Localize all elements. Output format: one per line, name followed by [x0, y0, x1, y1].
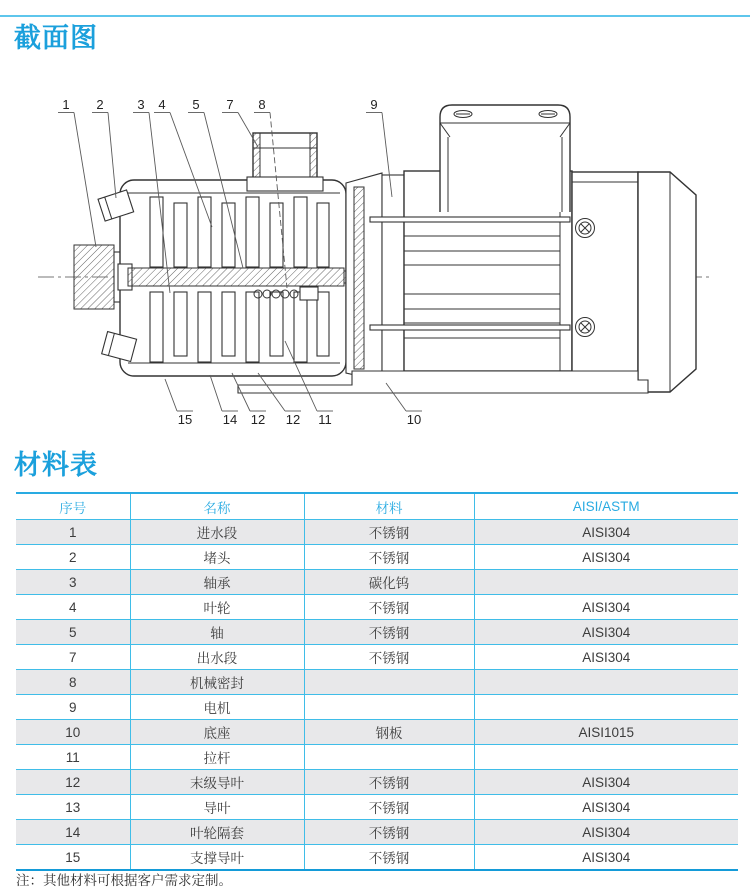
table-cell: 15 [65, 849, 81, 865]
callout-label: 3 [137, 97, 145, 112]
table-cell: 不锈钢 [304, 795, 474, 820]
table-row [16, 845, 738, 871]
callout-label: 4 [158, 97, 166, 112]
column-header-name: 名称 [130, 493, 304, 520]
column-header-aisi-astm: AISI/ASTM [474, 493, 738, 520]
table-cell: 14 [65, 824, 81, 840]
table-cell: 拉杆 [130, 745, 304, 770]
table-cell: 2 [68, 549, 77, 565]
table-cell: 9 [68, 699, 77, 715]
table-row [16, 770, 738, 795]
table-cell: 叶轮隔套 [130, 820, 304, 845]
table-row [16, 695, 738, 720]
table-row [16, 820, 738, 845]
table-row [16, 620, 738, 645]
footnote: 注：其他材料可根据客户需求定制。 [16, 873, 232, 888]
table-cell: 13 [65, 799, 81, 815]
table-cell [474, 745, 738, 770]
section-title-materials: 材料表 [14, 450, 98, 480]
table-header-row [16, 493, 738, 520]
table-cell: 轴承 [130, 570, 304, 595]
table-cell: AISI304 [474, 845, 738, 871]
table-row [16, 545, 738, 570]
table-cell: 不锈钢 [304, 520, 474, 545]
callout-label: 5 [192, 97, 200, 112]
callout-leader [238, 113, 258, 148]
callout-label: 11 [318, 412, 332, 427]
motor-adapter [346, 173, 404, 381]
callout-leader [165, 379, 177, 411]
tie-rod-bottom [370, 325, 570, 330]
table-cell: 底座 [130, 720, 304, 745]
callout-label: 12 [285, 412, 301, 427]
table-cell: AISI304 [474, 595, 738, 620]
table-cell: AISI304 [474, 820, 738, 845]
table-cell: AISI304 [474, 645, 738, 670]
callout-label: 8 [258, 97, 266, 112]
table-cell [474, 570, 738, 595]
callout-leader [108, 113, 116, 199]
table-row [16, 670, 738, 695]
table-cell: 3 [68, 574, 77, 590]
callout-label: 12 [250, 412, 266, 427]
top-rule [0, 15, 750, 17]
table-cell: 不锈钢 [304, 545, 474, 570]
table-cell: 不锈钢 [304, 645, 474, 670]
table-cell: AISI1015 [474, 720, 738, 745]
fan-cover [572, 172, 696, 392]
pump-cross-section-diagram [0, 85, 750, 447]
table-cell: 不锈钢 [304, 595, 474, 620]
table-cell: 不锈钢 [304, 845, 474, 871]
table-cell: 出水段 [130, 645, 304, 670]
table-row [16, 645, 738, 670]
table-cell: 12 [65, 774, 81, 790]
callout-leader [74, 113, 96, 248]
table-cell: 1 [68, 524, 77, 540]
table-cell [304, 745, 474, 770]
table-cell: 不锈钢 [304, 820, 474, 845]
callout-label: 9 [370, 97, 378, 112]
table-cell [304, 670, 474, 695]
terminal-box [440, 105, 570, 212]
table-cell: 支撑导叶 [130, 845, 304, 871]
table-cell: AISI304 [474, 620, 738, 645]
callout-leader [210, 375, 222, 411]
table-cell: 11 [65, 749, 80, 765]
table-cell: AISI304 [474, 520, 738, 545]
table-cell: 进水段 [130, 520, 304, 545]
section-title-cross-section: 截面图 [14, 23, 98, 53]
table-cell: AISI304 [474, 770, 738, 795]
discharge-port [247, 133, 323, 191]
table-cell: 机械密封 [130, 670, 304, 695]
table-cell: 不锈钢 [304, 620, 474, 645]
table-cell: 4 [68, 599, 77, 615]
table-cell: 7 [68, 649, 77, 665]
tie-rod-top [370, 217, 570, 222]
callout-label: 15 [177, 412, 193, 427]
table-row [16, 795, 738, 820]
table-cell: 堵头 [130, 545, 304, 570]
table-cell: 电机 [130, 695, 304, 720]
table-cell: 8 [68, 674, 77, 690]
table-cell: 导叶 [130, 795, 304, 820]
table-cell: 钢板 [304, 720, 474, 745]
table-row [16, 570, 738, 595]
callout-label: 7 [226, 97, 234, 112]
table-cell: 末级导叶 [130, 770, 304, 795]
table-row [16, 520, 738, 545]
table-cell: 不锈钢 [304, 770, 474, 795]
materials-table [16, 492, 738, 871]
table-cell: 叶轮 [130, 595, 304, 620]
table-cell: 碳化钨 [304, 570, 474, 595]
table-cell: 轴 [130, 620, 304, 645]
column-header-no: 序号 [16, 493, 130, 520]
table-cell [474, 670, 738, 695]
table-row [16, 720, 738, 745]
table-cell [474, 695, 738, 720]
table-cell [304, 695, 474, 720]
callout-label: 14 [222, 412, 238, 427]
callout-label: 10 [406, 412, 422, 427]
callout-label: 2 [96, 97, 104, 112]
table-cell: 5 [68, 624, 77, 640]
table-row [16, 745, 738, 770]
table-cell: AISI304 [474, 545, 738, 570]
table-cell: AISI304 [474, 795, 738, 820]
table-row [16, 595, 738, 620]
table-cell: 10 [65, 724, 81, 740]
column-header-material: 材料 [304, 493, 474, 520]
callout-label: 1 [62, 97, 70, 112]
